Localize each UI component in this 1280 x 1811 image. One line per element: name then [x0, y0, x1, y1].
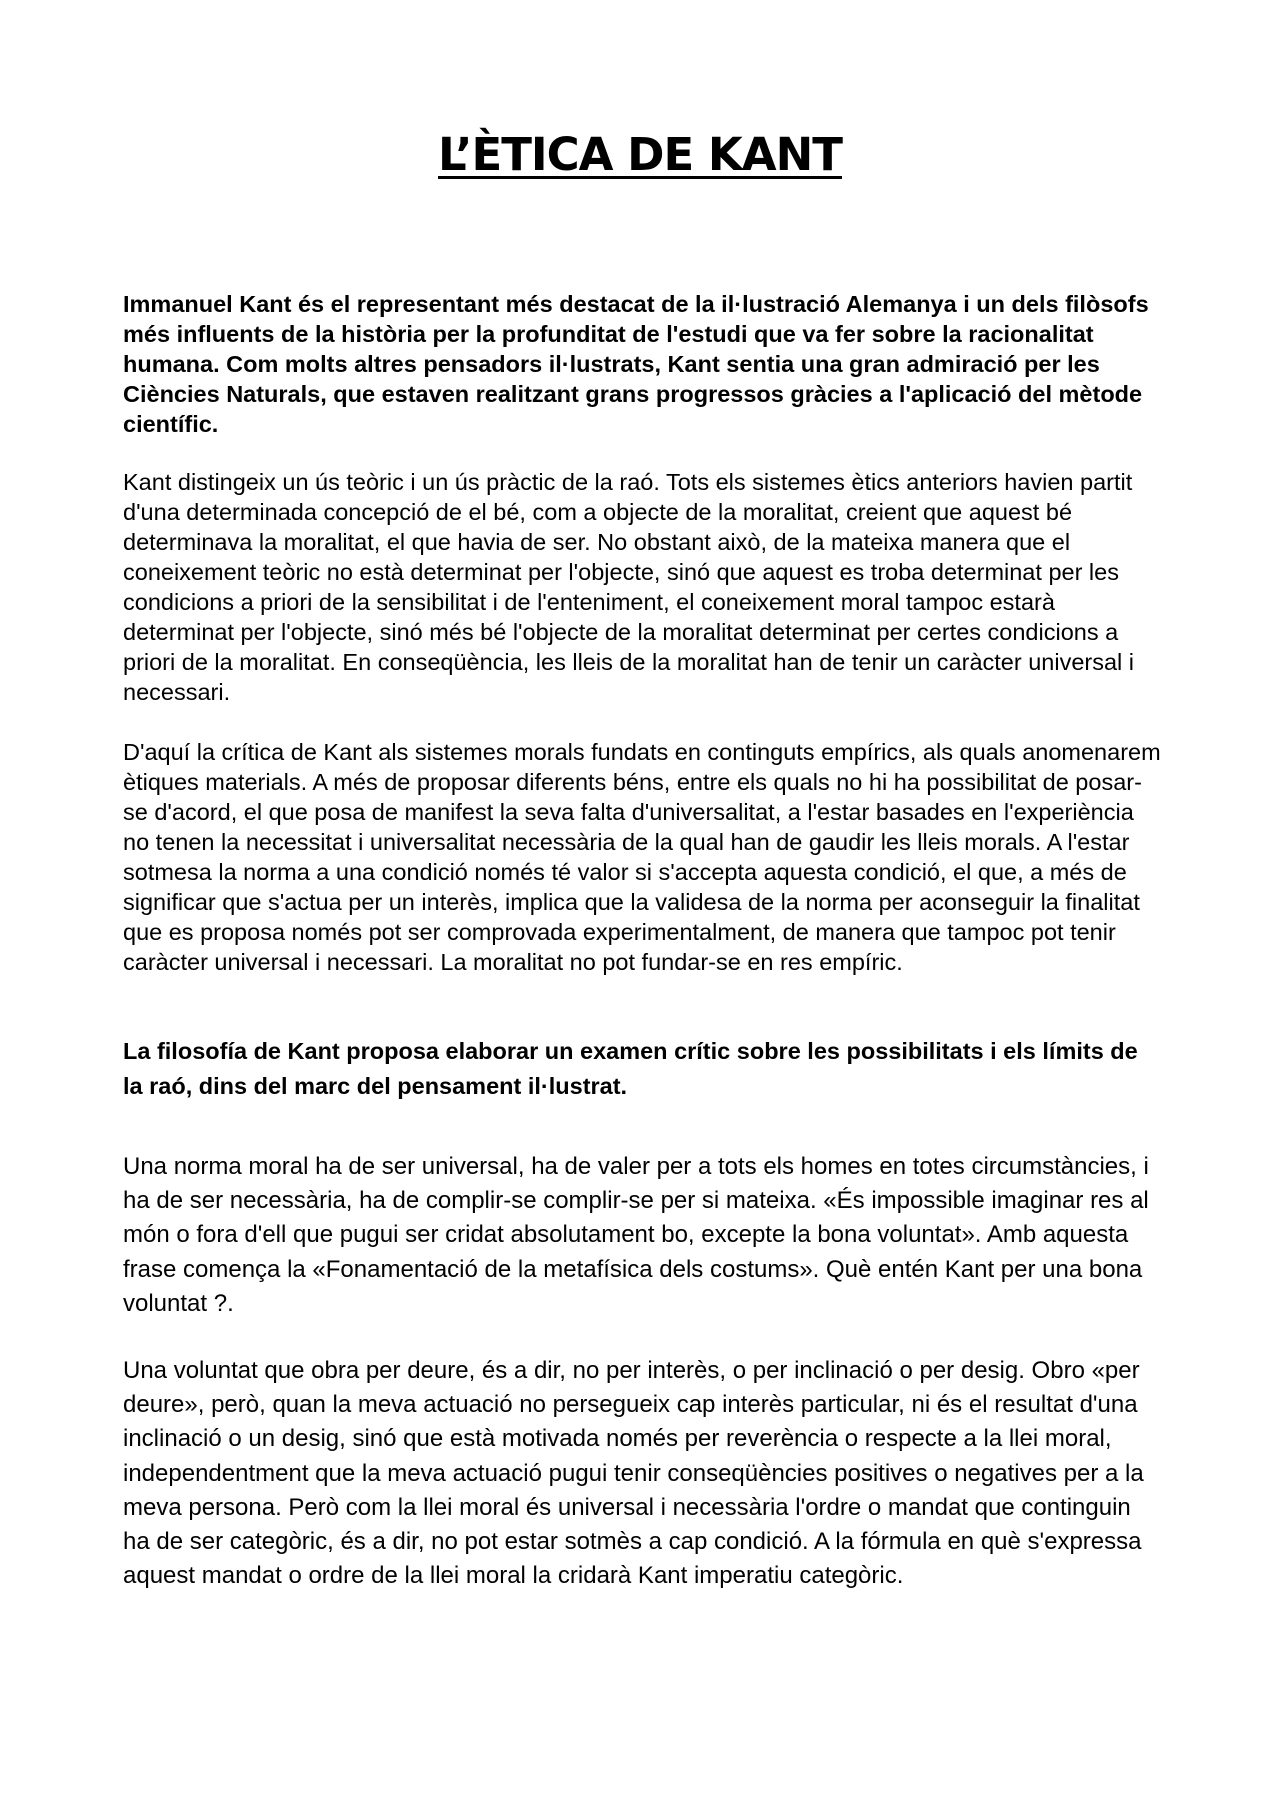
paragraph-4-container [123, 1034, 1163, 1103]
paragraph-philosophy-summary: La filosofía de Kant proposa elaborar un examen crític sobre les possibilitats i els límits de la raó, dins del marc del pensament il·lustrat. [123, 1038, 1138, 1099]
paragraph-moral-norm: Una norma moral ha de ser universal, ha de valer per a tots els homes en totes circumstàncies, i ha de ser necessària, ha de complir-se complir-se per si mateixa. «És impossible imaginar res al món o fora d'ell que pugui ser cridat absolutament bo, excepte la bona voluntat». Amb aquesta frase comença la «Fonamentació de la metafísica dels costums». Què entén Kant per una bona voluntat ?. [123, 1153, 1149, 1317]
page-title: L’ÈTICA DE KANT [438, 128, 842, 181]
paragraph-3-container [123, 737, 1163, 977]
intro-paragraph: Immanuel Kant és el representant més destacat de la il·lustració Alemanya i un dels filòsofs més influents de la història per la profunditat de l'estudi que va fer sobre la racionalitat humana. Com molts altres pensadors il·lustrats, Kant sentia una gran admiració per les Ciències Naturals, que estaven realitzant grans progressos gràcies a l'aplicació del mètode científic. [123, 291, 1149, 437]
paragraph-critique-material-ethics: D'aquí la crítica de Kant als sistemes morals fundats en continguts empírics, als quals anomenarem ètiques materials. A més de proposar diferents béns, entre els quals no hi ha possibilitat de posar-se d'acord, el que posa de manifest la seva falta d'universalitat, a l'estar basades en l'experiència no tenen la necessitat i universalitat necessària de la qual han de gaudir les lleis morals. A l'estar sotmesa la norma a una condició només té valor si s'accepta aquesta condició, el que, a més de significar que s'actua per un interès, implica que la validesa de la norma per aconseguir la finalitat que es proposa només pot ser comprovada experimentalment, de manera que tampoc pot tenir caràcter universal i necessari. La moralitat no pot fundar-se en res empíric. [123, 739, 1161, 975]
paragraph-5-container [123, 1150, 1163, 1321]
paragraph-6-container [123, 1354, 1163, 1593]
paragraph-2-container [123, 467, 1163, 707]
intro-paragraph-container [123, 289, 1163, 439]
paragraph-duty-will: Una voluntat que obra per deure, és a dir, no per interès, o per inclinació o per desig. Obro «per deure», però, quan la meva actuació no persegueix cap interès particular, ni és el resultat d'una inclinació o un desig, sinó que està motivada només per reverència o respecte a la llei moral, independentment que la meva actuació pugui tenir conseqüències positives o negatives per a la meva persona. Però com la llei moral és universal i necessària l'ordre o mandat que continguin ha de ser categòric, és a dir, no pot estar sotmès a cap condició. A la fórmula en què s'expressa aquest mandat o ordre de la llei moral la cridarà Kant imperatiu categòric. [123, 1357, 1144, 1590]
paragraph-reason-uses: Kant distingeix un ús teòric i un ús pràctic de la raó. Tots els sistemes ètics anteriors havien partit d'una determinada concepció de el bé, com a objecte de la moralitat, creient que aquest bé determinava la moralitat, el que havia de ser. No obstant això, de la mateixa manera que el coneixement teòric no està determinat per l'objecte, sinó que aquest es troba determinat per les condicions a priori de la sensibilitat i de l'enteniment, el coneixement moral tampoc estarà determinat per l'objecte, sinó més bé l'objecte de la moralitat determinat per certes condicions a priori de la moralitat. En conseqüència, les lleis de la moralitat han de tenir un caràcter universal i necessari. [123, 469, 1135, 705]
